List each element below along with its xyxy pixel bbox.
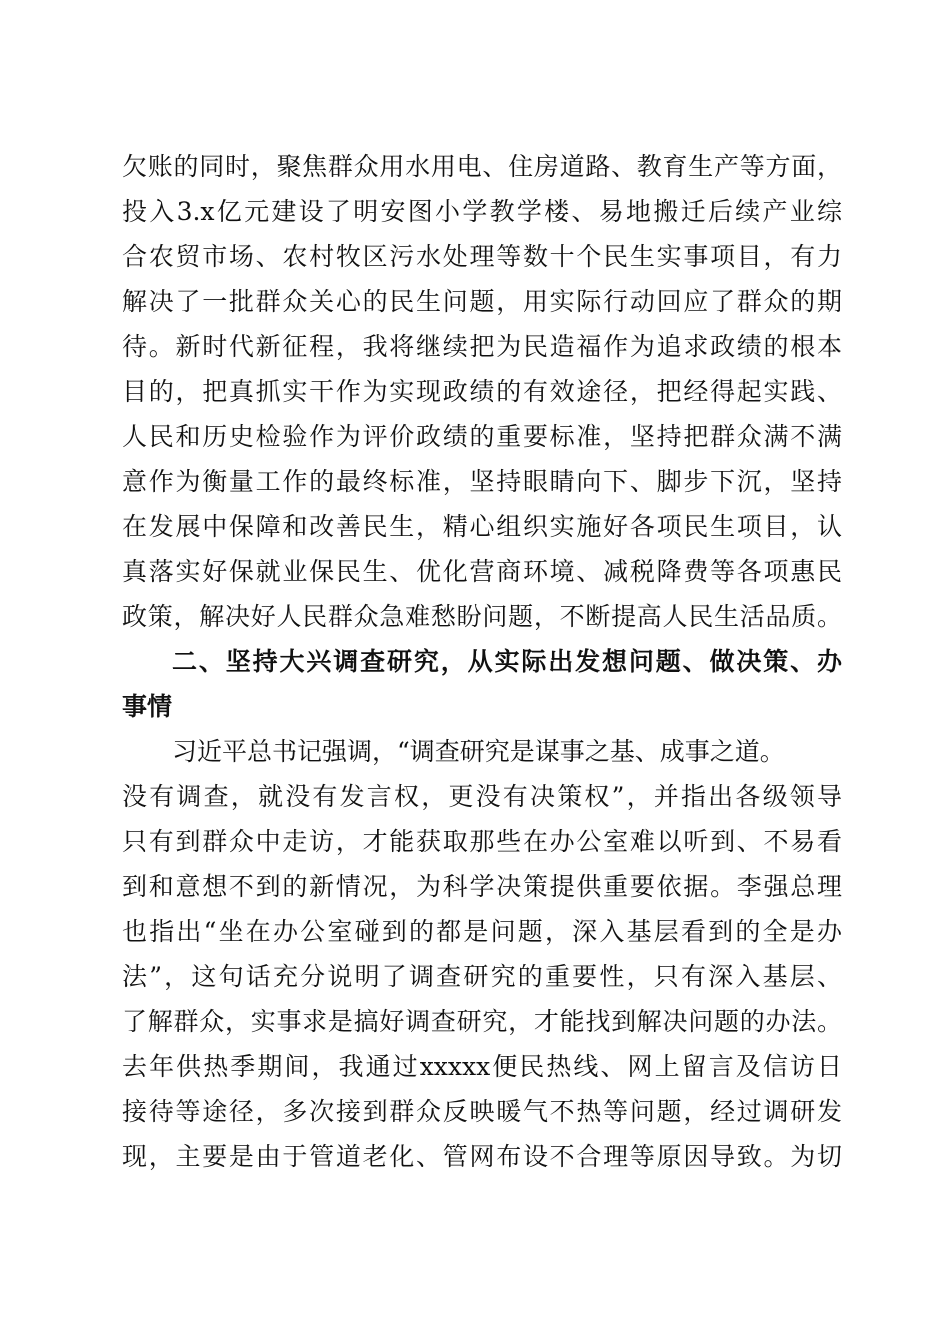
paragraph-1-line: 人民和历史检验作为评价政绩的重要标准，坚持把群众满不满 (122, 422, 842, 451)
paragraph-2-line: 现，主要是由于管道老化、管网布设不合理等原因导致。为切 (122, 1142, 842, 1171)
paragraph-1-line: 意作为衡量工作的最终标准，坚持眼睛向下、脚步下沉，坚持 (122, 467, 842, 496)
paragraph-1-line: 政策，解决好人民群众急难愁盼问题，不断提高人民生活品质。 (122, 602, 842, 631)
section-heading: 事情 (122, 692, 173, 721)
paragraph-2-line: 去年供热季期间，我通过xxxxx便民热线、网上留言及信访日 (122, 1052, 842, 1081)
paragraph-2-line: 了解群众，实事求是搞好调查研究，才能找到解决问题的办法。 (122, 1007, 842, 1036)
paragraph-2-line: 法”，这句话充分说明了调查研究的重要性，只有深入基层、 (122, 962, 842, 991)
paragraph-2-line: 接待等途径，多次接到群众反映暖气不热等问题，经过调研发 (122, 1097, 842, 1126)
paragraph-2-line: 没有调查，就没有发言权，更没有决策权”，并指出各级领导 (122, 782, 842, 811)
section-heading: 二、坚持大兴调查研究，从实际出发想问题、做决策、办 (172, 647, 842, 676)
paragraph-1-line: 欠账的同时，聚焦群众用水用电、住房道路、教育生产等方面， (122, 152, 842, 181)
paragraph-2-line: 也指出“坐在办公室碰到的都是问题，深入基层看到的全是办 (122, 917, 842, 946)
paragraph-2-line: 只有到群众中走访，才能获取那些在办公室难以听到、不易看 (122, 827, 842, 856)
paragraph-1-line: 在发展中保障和改善民生，精心组织实施好各项民生项目，认 (122, 512, 842, 541)
paragraph-1-line: 解决了一批群众关心的民生问题，用实际行动回应了群众的期 (122, 287, 842, 316)
paragraph-1-line: 目的，把真抓实干作为实现政绩的有效途径，把经得起实践、 (122, 377, 842, 406)
paragraph-1-line: 待。新时代新征程，我将继续把为民造福作为追求政绩的根本 (122, 332, 842, 361)
paragraph-2-line: 到和意想不到的新情况，为科学决策提供重要依据。李强总理 (122, 872, 842, 901)
paragraph-1-line: 合农贸市场、农村牧区污水处理等数十个民生实事项目，有力 (122, 242, 842, 271)
paragraph-1-line: 投入3.x亿元建设了明安图小学教学楼、易地搬迁后续产业综 (122, 197, 842, 226)
paragraph-1-line: 真落实好保就业保民生、优化营商环境、减税降费等各项惠民 (122, 557, 842, 586)
paragraph-2-line: 习近平总书记强调，“调查研究是谋事之基、成事之道。 (172, 737, 785, 766)
